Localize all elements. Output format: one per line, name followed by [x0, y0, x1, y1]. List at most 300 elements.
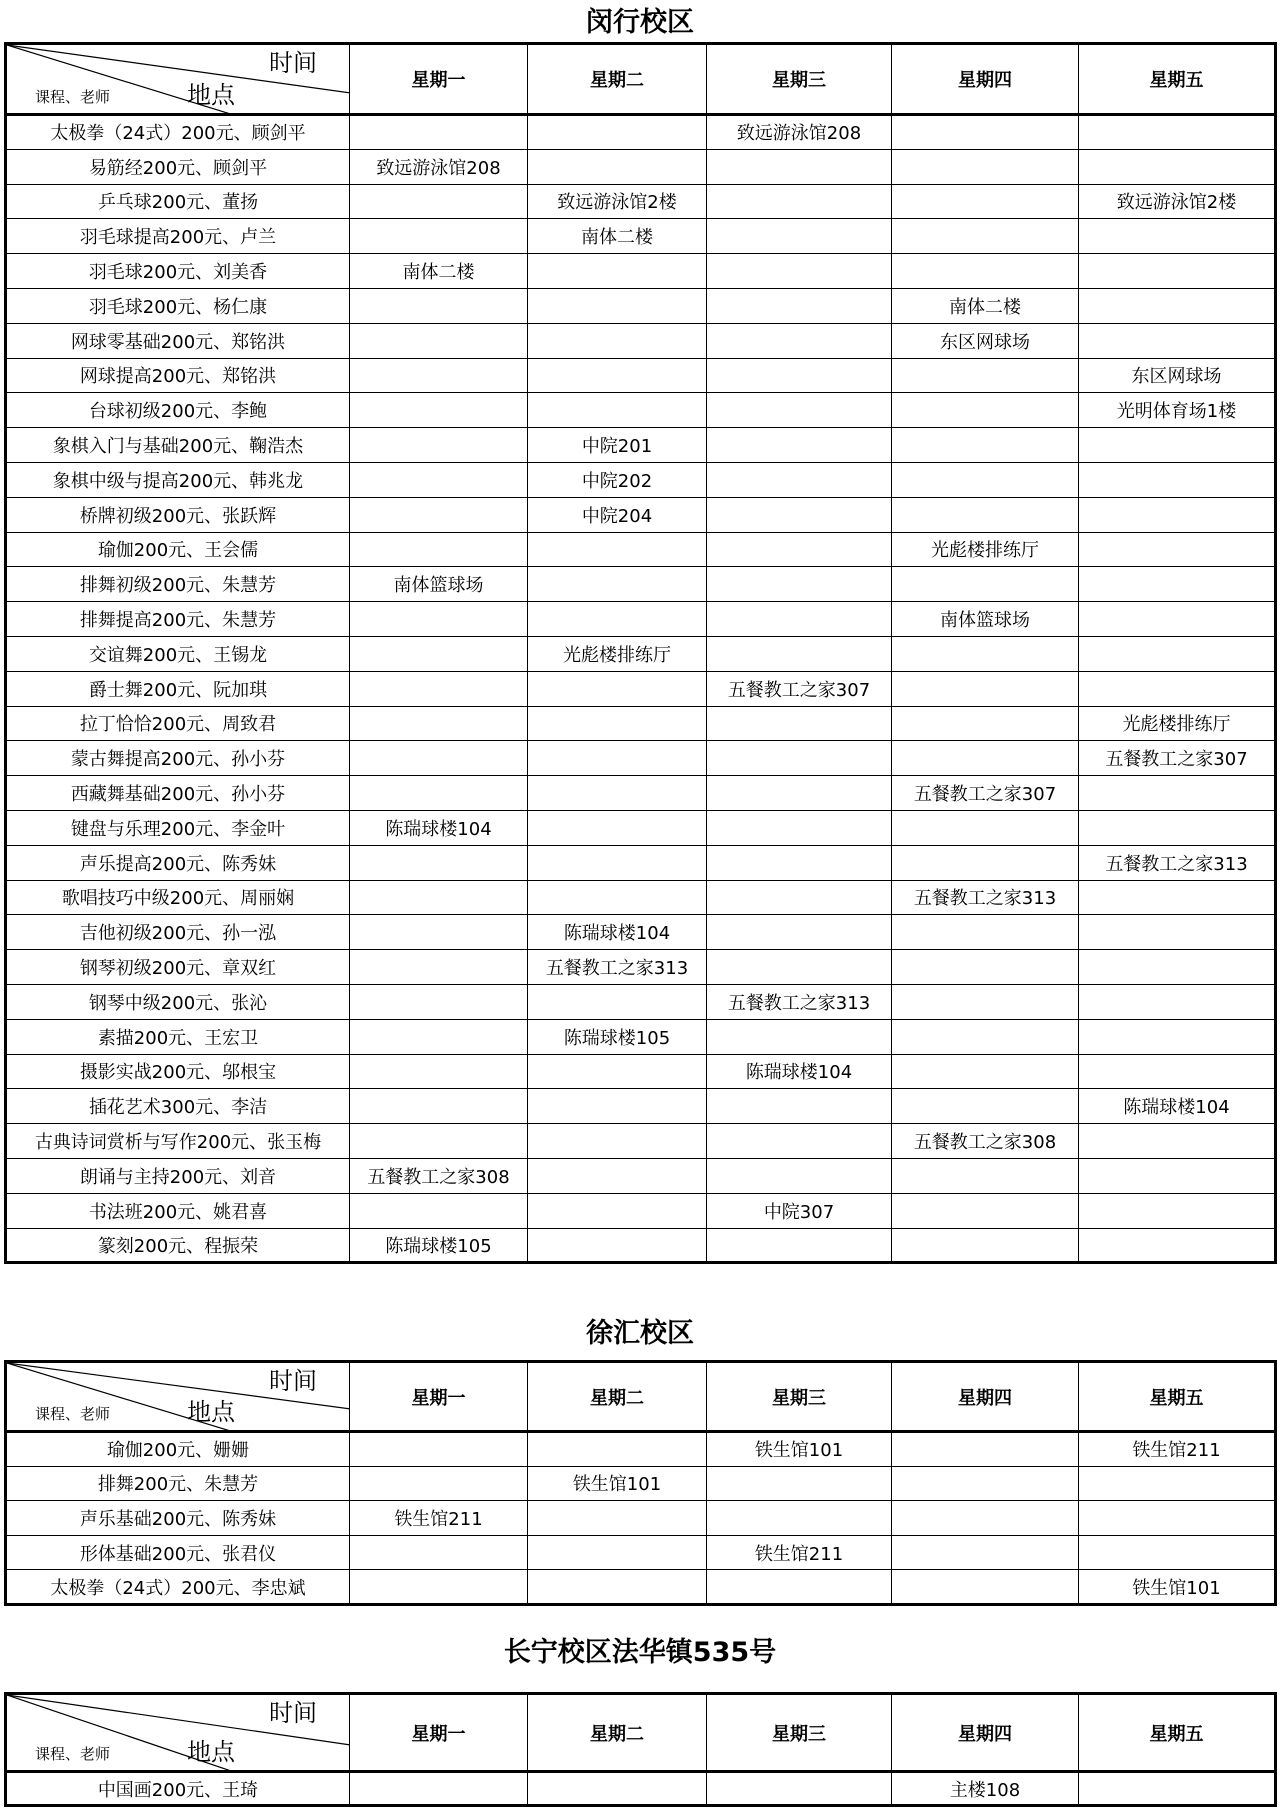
location-cell — [350, 915, 528, 950]
location-cell: 中院204 — [528, 497, 707, 532]
location-cell — [707, 880, 892, 915]
location-cell — [707, 915, 892, 950]
location-cell — [1079, 149, 1276, 184]
location-cell — [528, 567, 707, 602]
location-cell — [707, 1501, 892, 1536]
location-cell — [528, 602, 707, 637]
location-cell: 南体二楼 — [892, 288, 1079, 323]
location-cell — [707, 636, 892, 671]
section-title-changning: 长宁校区法华镇535号 — [503, 1637, 777, 1668]
location-cell: 五餐教工之家313 — [528, 950, 707, 985]
location-cell — [528, 810, 707, 845]
location-cell — [892, 1466, 1079, 1501]
location-cell — [707, 1158, 892, 1193]
location-cell — [707, 532, 892, 567]
location-cell — [350, 602, 528, 637]
location-cell — [350, 1019, 528, 1054]
course-teacher-cell: 羽毛球200元、刘美香 — [6, 254, 350, 289]
location-cell — [892, 567, 1079, 602]
header-friday: 星期五 — [1079, 44, 1276, 115]
course-teacher-cell: 篆刻200元、程振荣 — [6, 1228, 350, 1263]
location-cell — [1079, 1772, 1276, 1806]
location-cell — [350, 428, 528, 463]
location-cell — [1079, 462, 1276, 497]
location-cell — [892, 636, 1079, 671]
location-cell — [892, 358, 1079, 393]
location-cell — [528, 741, 707, 776]
location-cell — [1079, 1124, 1276, 1159]
location-cell — [892, 1432, 1079, 1467]
location-cell — [1079, 984, 1276, 1019]
location-cell — [1079, 219, 1276, 254]
location-cell: 东区网球场 — [1079, 358, 1276, 393]
location-cell — [707, 323, 892, 358]
table-row — [6, 1772, 1276, 1806]
diagonal-header-cell — [6, 1362, 350, 1432]
course-teacher-cell: 插花艺术300元、李洁 — [6, 1089, 350, 1124]
location-cell — [892, 706, 1079, 741]
location-cell — [528, 845, 707, 880]
table-row — [6, 1466, 1276, 1501]
header-thursday: 星期四 — [892, 1362, 1079, 1432]
location-cell — [350, 1772, 528, 1806]
location-cell: 五餐教工之家308 — [892, 1124, 1079, 1159]
course-teacher-cell: 钢琴中级200元、张沁 — [6, 984, 350, 1019]
location-cell — [707, 497, 892, 532]
location-cell — [707, 1228, 892, 1263]
location-cell — [350, 1089, 528, 1124]
location-cell — [892, 845, 1079, 880]
table-row — [6, 845, 1276, 880]
table-row — [6, 323, 1276, 358]
table-row — [6, 149, 1276, 184]
location-cell — [350, 671, 528, 706]
location-cell — [350, 219, 528, 254]
location-cell: 铁生馆101 — [528, 1466, 707, 1501]
location-cell — [1079, 115, 1276, 150]
location-cell — [892, 741, 1079, 776]
location-cell — [350, 1124, 528, 1159]
location-cell — [1079, 1501, 1276, 1536]
location-cell — [350, 462, 528, 497]
table-row — [6, 428, 1276, 463]
location-cell — [1079, 915, 1276, 950]
location-cell: 光明体育场1楼 — [1079, 393, 1276, 428]
location-cell: 五餐教工之家307 — [1079, 741, 1276, 776]
table-row — [6, 358, 1276, 393]
location-cell — [707, 1089, 892, 1124]
diagonal-header-cell — [6, 44, 350, 115]
table-row — [6, 1019, 1276, 1054]
location-cell — [1079, 1054, 1276, 1089]
location-cell — [350, 184, 528, 219]
location-cell — [707, 950, 892, 985]
course-teacher-cell: 中国画200元、王琦 — [6, 1772, 350, 1806]
table-row — [6, 776, 1276, 811]
course-teacher-cell: 声乐基础200元、陈秀妹 — [6, 1501, 350, 1536]
table-row — [6, 810, 1276, 845]
location-cell — [707, 358, 892, 393]
location-cell: 光彪楼排练厅 — [892, 532, 1079, 567]
course-teacher-cell: 吉他初级200元、孙一泓 — [6, 915, 350, 950]
course-teacher-cell: 钢琴初级200元、章双红 — [6, 950, 350, 985]
header-place-label: 地点 — [187, 1398, 235, 1426]
header-course-label: 课程、老师 — [35, 88, 111, 106]
location-cell — [528, 115, 707, 150]
location-cell — [707, 1570, 892, 1605]
location-cell — [528, 1228, 707, 1263]
schedule-table-minhang — [4, 42, 1277, 1264]
location-cell — [350, 532, 528, 567]
location-cell — [892, 1158, 1079, 1193]
location-cell — [350, 115, 528, 150]
location-cell — [892, 950, 1079, 985]
header-friday: 星期五 — [1079, 1362, 1276, 1432]
table-row — [6, 602, 1276, 637]
location-cell — [528, 288, 707, 323]
table-row — [6, 1432, 1276, 1467]
location-cell — [350, 358, 528, 393]
location-cell — [892, 219, 1079, 254]
location-cell — [528, 358, 707, 393]
header-monday: 星期一 — [350, 1362, 528, 1432]
location-cell — [528, 323, 707, 358]
header-tuesday: 星期二 — [528, 1362, 707, 1432]
location-cell — [892, 254, 1079, 289]
table-row — [6, 706, 1276, 741]
location-cell — [707, 1466, 892, 1501]
location-cell — [528, 1535, 707, 1570]
location-cell — [528, 149, 707, 184]
header-thursday: 星期四 — [892, 44, 1079, 115]
location-cell — [892, 1054, 1079, 1089]
table-row — [6, 219, 1276, 254]
location-cell — [892, 428, 1079, 463]
location-cell: 五餐教工之家313 — [892, 880, 1079, 915]
location-cell: 中院201 — [528, 428, 707, 463]
course-teacher-cell: 排舞初级200元、朱慧芳 — [6, 567, 350, 602]
location-cell — [528, 1158, 707, 1193]
location-cell — [1079, 1158, 1276, 1193]
location-cell — [350, 1466, 528, 1501]
location-cell — [1079, 1019, 1276, 1054]
location-cell: 致远游泳馆208 — [350, 149, 528, 184]
location-cell — [528, 532, 707, 567]
location-cell — [350, 288, 528, 323]
course-teacher-cell: 古典诗词赏析与写作200元、张玉梅 — [6, 1124, 350, 1159]
location-cell — [707, 741, 892, 776]
location-cell — [892, 497, 1079, 532]
location-cell — [892, 810, 1079, 845]
table-row — [6, 950, 1276, 985]
location-cell — [350, 393, 528, 428]
table-row — [6, 741, 1276, 776]
location-cell — [1079, 671, 1276, 706]
location-cell — [528, 1570, 707, 1605]
location-cell — [892, 1019, 1079, 1054]
location-cell — [350, 1054, 528, 1089]
table-row — [6, 1054, 1276, 1089]
location-cell — [707, 184, 892, 219]
header-time-label: 时间 — [269, 1699, 317, 1727]
header-monday: 星期一 — [350, 44, 528, 115]
location-cell — [892, 671, 1079, 706]
course-teacher-cell: 网球提高200元、郑铭洪 — [6, 358, 350, 393]
course-teacher-cell: 羽毛球200元、杨仁康 — [6, 288, 350, 323]
location-cell: 五餐教工之家307 — [892, 776, 1079, 811]
location-cell — [528, 706, 707, 741]
location-cell: 主楼108 — [892, 1772, 1079, 1806]
table-row — [6, 1228, 1276, 1263]
location-cell: 铁生馆211 — [707, 1535, 892, 1570]
header-friday: 星期五 — [1079, 1694, 1276, 1772]
schedule-table-changning — [4, 1692, 1277, 1807]
location-cell — [350, 636, 528, 671]
course-teacher-cell: 瑜伽200元、王会儒 — [6, 532, 350, 567]
location-cell — [350, 845, 528, 880]
table-row — [6, 115, 1276, 150]
table-row — [6, 1193, 1276, 1228]
table-row — [6, 184, 1276, 219]
course-teacher-cell: 歌唱技巧中级200元、周丽娴 — [6, 880, 350, 915]
location-cell: 陈瑞球楼104 — [1079, 1089, 1276, 1124]
location-cell: 南体篮球场 — [892, 602, 1079, 637]
location-cell: 光彪楼排练厅 — [528, 636, 707, 671]
course-teacher-cell: 易筋经200元、顾剑平 — [6, 149, 350, 184]
location-cell — [1079, 1193, 1276, 1228]
course-teacher-cell: 网球零基础200元、郑铭洪 — [6, 323, 350, 358]
location-cell — [350, 497, 528, 532]
table-row — [6, 462, 1276, 497]
location-cell — [528, 1193, 707, 1228]
location-cell — [1079, 776, 1276, 811]
location-cell — [892, 1228, 1079, 1263]
table-row — [6, 393, 1276, 428]
location-cell — [528, 1501, 707, 1536]
table-row — [6, 671, 1276, 706]
location-cell — [1079, 567, 1276, 602]
location-cell — [528, 880, 707, 915]
location-cell — [707, 393, 892, 428]
header-tuesday: 星期二 — [528, 44, 707, 115]
location-cell — [528, 1124, 707, 1159]
location-cell — [1079, 1535, 1276, 1570]
location-cell — [350, 1535, 528, 1570]
location-cell: 五餐教工之家307 — [707, 671, 892, 706]
location-cell: 致远游泳馆2楼 — [1079, 184, 1276, 219]
location-cell: 中院202 — [528, 462, 707, 497]
header-tuesday: 星期二 — [528, 1694, 707, 1772]
course-teacher-cell: 乒乓球200元、董扬 — [6, 184, 350, 219]
course-teacher-cell: 朗诵与主持200元、刘音 — [6, 1158, 350, 1193]
course-teacher-cell: 声乐提高200元、陈秀妹 — [6, 845, 350, 880]
header-time-label: 时间 — [269, 49, 317, 77]
location-cell — [350, 706, 528, 741]
location-cell — [1079, 532, 1276, 567]
location-cell — [707, 1772, 892, 1806]
location-cell: 铁生馆101 — [1079, 1570, 1276, 1605]
location-cell — [707, 776, 892, 811]
location-cell — [1079, 602, 1276, 637]
course-teacher-cell: 西藏舞基础200元、孙小芬 — [6, 776, 350, 811]
header-wednesday: 星期三 — [707, 1362, 892, 1432]
location-cell — [528, 1054, 707, 1089]
location-cell — [1079, 880, 1276, 915]
location-cell: 陈瑞球楼104 — [528, 915, 707, 950]
location-cell — [350, 984, 528, 1019]
location-cell — [350, 323, 528, 358]
course-teacher-cell: 爵士舞200元、阮加琪 — [6, 671, 350, 706]
course-teacher-cell: 素描200元、王宏卫 — [6, 1019, 350, 1054]
location-cell: 致远游泳馆208 — [707, 115, 892, 150]
location-cell — [707, 254, 892, 289]
table-row — [6, 1570, 1276, 1605]
location-cell — [528, 1432, 707, 1467]
location-cell — [707, 845, 892, 880]
location-cell: 陈瑞球楼104 — [350, 810, 528, 845]
table-row — [6, 1535, 1276, 1570]
location-cell — [350, 1432, 528, 1467]
location-cell — [1079, 288, 1276, 323]
location-cell: 光彪楼排练厅 — [1079, 706, 1276, 741]
location-cell: 陈瑞球楼105 — [528, 1019, 707, 1054]
table-row — [6, 984, 1276, 1019]
location-cell — [707, 428, 892, 463]
table-row — [6, 1158, 1276, 1193]
header-wednesday: 星期三 — [707, 1694, 892, 1772]
course-teacher-cell: 太极拳（24式）200元、李忠斌 — [6, 1570, 350, 1605]
location-cell — [707, 1019, 892, 1054]
location-cell — [1079, 323, 1276, 358]
location-cell — [528, 984, 707, 1019]
location-cell — [892, 1501, 1079, 1536]
header-course-label: 课程、老师 — [35, 1405, 111, 1423]
location-cell: 东区网球场 — [892, 323, 1079, 358]
header-monday: 星期一 — [350, 1694, 528, 1772]
table-row — [6, 1089, 1276, 1124]
location-cell — [528, 671, 707, 706]
location-cell — [892, 915, 1079, 950]
location-cell — [707, 288, 892, 323]
location-cell — [707, 602, 892, 637]
location-cell — [1079, 497, 1276, 532]
location-cell — [350, 1193, 528, 1228]
location-cell — [892, 184, 1079, 219]
location-cell: 陈瑞球楼104 — [707, 1054, 892, 1089]
location-cell — [528, 1089, 707, 1124]
course-teacher-cell: 键盘与乐理200元、李金叶 — [6, 810, 350, 845]
location-cell: 铁生馆211 — [1079, 1432, 1276, 1467]
table-row — [6, 1501, 1276, 1536]
header-place-label: 地点 — [187, 81, 235, 109]
table-row — [6, 254, 1276, 289]
location-cell — [707, 462, 892, 497]
location-cell: 中院307 — [707, 1193, 892, 1228]
location-cell — [892, 1089, 1079, 1124]
header-wednesday: 星期三 — [707, 44, 892, 115]
course-teacher-cell: 排舞提高200元、朱慧芳 — [6, 602, 350, 637]
diagonal-header-cell — [6, 1694, 350, 1772]
location-cell — [707, 567, 892, 602]
course-teacher-cell: 形体基础200元、张君仪 — [6, 1535, 350, 1570]
location-cell — [707, 706, 892, 741]
location-cell — [707, 1124, 892, 1159]
location-cell — [1079, 254, 1276, 289]
location-cell — [528, 393, 707, 428]
table-row — [6, 497, 1276, 532]
location-cell — [528, 776, 707, 811]
location-cell — [350, 741, 528, 776]
location-cell: 陈瑞球楼105 — [350, 1228, 528, 1263]
location-cell — [892, 1535, 1079, 1570]
location-cell — [892, 984, 1079, 1019]
course-teacher-cell: 象棋入门与基础200元、鞠浩杰 — [6, 428, 350, 463]
course-teacher-cell: 排舞200元、朱慧芳 — [6, 1466, 350, 1501]
table-row — [6, 636, 1276, 671]
course-teacher-cell: 交谊舞200元、王锡龙 — [6, 636, 350, 671]
schedule-table-xuhui — [4, 1360, 1277, 1606]
location-cell — [892, 149, 1079, 184]
table-row — [6, 532, 1276, 567]
location-cell: 五餐教工之家313 — [707, 984, 892, 1019]
location-cell — [892, 393, 1079, 428]
location-cell: 南体二楼 — [350, 254, 528, 289]
location-cell — [892, 1193, 1079, 1228]
course-teacher-cell: 书法班200元、姚君喜 — [6, 1193, 350, 1228]
location-cell — [350, 880, 528, 915]
course-teacher-cell: 蒙古舞提高200元、孙小芬 — [6, 741, 350, 776]
location-cell: 南体二楼 — [528, 219, 707, 254]
table-row — [6, 915, 1276, 950]
location-cell: 致远游泳馆2楼 — [528, 184, 707, 219]
location-cell — [350, 776, 528, 811]
course-teacher-cell: 台球初级200元、李鲍 — [6, 393, 350, 428]
location-cell — [707, 810, 892, 845]
section-title-minhang: 闵行校区 — [586, 7, 694, 38]
location-cell: 五餐教工之家308 — [350, 1158, 528, 1193]
location-cell — [707, 219, 892, 254]
course-teacher-cell: 拉丁恰恰200元、周致君 — [6, 706, 350, 741]
location-cell: 五餐教工之家313 — [1079, 845, 1276, 880]
table-row — [6, 880, 1276, 915]
location-cell — [1079, 1466, 1276, 1501]
location-cell: 铁生馆101 — [707, 1432, 892, 1467]
location-cell — [892, 115, 1079, 150]
table-row — [6, 567, 1276, 602]
location-cell — [528, 1772, 707, 1806]
header-time-label: 时间 — [269, 1367, 317, 1395]
location-cell — [1079, 428, 1276, 463]
location-cell — [892, 462, 1079, 497]
course-teacher-cell: 桥牌初级200元、张跃辉 — [6, 497, 350, 532]
location-cell: 铁生馆211 — [350, 1501, 528, 1536]
course-teacher-cell: 瑜伽200元、姗姗 — [6, 1432, 350, 1467]
location-cell — [1079, 1228, 1276, 1263]
location-cell — [707, 149, 892, 184]
course-teacher-cell: 摄影实战200元、邬根宝 — [6, 1054, 350, 1089]
header-thursday: 星期四 — [892, 1694, 1079, 1772]
header-place-label: 地点 — [187, 1738, 235, 1766]
course-teacher-cell: 象棋中级与提高200元、韩兆龙 — [6, 462, 350, 497]
location-cell — [1079, 950, 1276, 985]
location-cell — [350, 950, 528, 985]
location-cell — [1079, 636, 1276, 671]
location-cell — [892, 1570, 1079, 1605]
table-row — [6, 1124, 1276, 1159]
section-title-xuhui: 徐汇校区 — [586, 1318, 694, 1349]
location-cell — [528, 254, 707, 289]
location-cell — [350, 1570, 528, 1605]
